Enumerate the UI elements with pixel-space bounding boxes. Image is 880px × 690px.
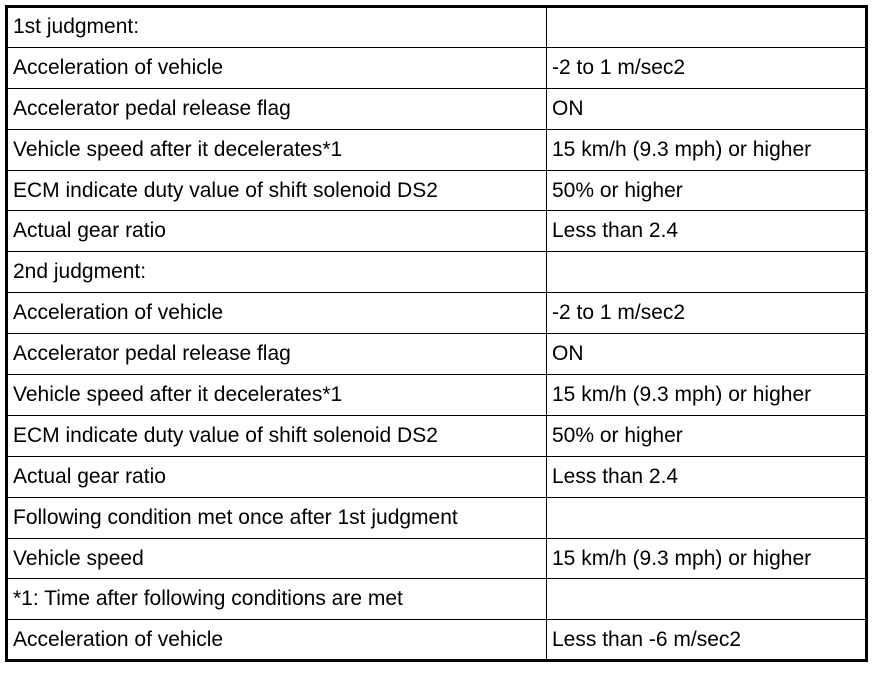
condition-cell: Acceleration of vehicle — [7, 620, 547, 661]
table-row — [7, 88, 867, 129]
table-row — [7, 579, 867, 620]
table-row — [7, 7, 867, 48]
table-row — [7, 497, 867, 538]
value-cell — [547, 252, 867, 293]
value-cell: -2 to 1 m/sec2 — [547, 293, 867, 334]
table-row — [7, 334, 867, 375]
condition-cell: Vehicle speed after it decelerates*1 — [7, 129, 547, 170]
value-cell — [547, 497, 867, 538]
condition-cell: Vehicle speed after it decelerates*1 — [7, 375, 547, 416]
conditions-table-body — [7, 7, 867, 661]
condition-cell: Actual gear ratio — [7, 211, 547, 252]
value-cell: Less than 2.4 — [547, 211, 867, 252]
condition-cell: ECM indicate duty value of shift solenoid DS2 — [7, 415, 547, 456]
condition-cell: *1: Time after following conditions are met — [7, 579, 547, 620]
table-row — [7, 170, 867, 211]
value-cell: ON — [547, 88, 867, 129]
value-cell — [547, 7, 867, 48]
table-row — [7, 538, 867, 579]
table-row — [7, 620, 867, 661]
table-row — [7, 375, 867, 416]
value-cell: -2 to 1 m/sec2 — [547, 47, 867, 88]
condition-cell: Acceleration of vehicle — [7, 47, 547, 88]
value-cell: 50% or higher — [547, 170, 867, 211]
value-cell: 50% or higher — [547, 415, 867, 456]
value-cell: 15 km/h (9.3 mph) or higher — [547, 375, 867, 416]
table-row — [7, 293, 867, 334]
condition-cell: ECM indicate duty value of shift solenoid DS2 — [7, 170, 547, 211]
condition-cell: Following condition met once after 1st judgment — [7, 497, 547, 538]
table-row — [7, 211, 867, 252]
table-row — [7, 129, 867, 170]
table-row — [7, 252, 867, 293]
condition-cell: 2nd judgment: — [7, 252, 547, 293]
value-cell: ON — [547, 334, 867, 375]
condition-cell: Accelerator pedal release flag — [7, 88, 547, 129]
table-row — [7, 456, 867, 497]
table-row — [7, 47, 867, 88]
condition-cell: Accelerator pedal release flag — [7, 334, 547, 375]
value-cell: Less than 2.4 — [547, 456, 867, 497]
value-cell — [547, 579, 867, 620]
table-row — [7, 415, 867, 456]
condition-cell: 1st judgment: — [7, 7, 547, 48]
value-cell: 15 km/h (9.3 mph) or higher — [547, 538, 867, 579]
conditions-table — [5, 5, 868, 662]
condition-cell: Actual gear ratio — [7, 456, 547, 497]
value-cell: Less than -6 m/sec2 — [547, 620, 867, 661]
condition-cell: Vehicle speed — [7, 538, 547, 579]
condition-cell: Acceleration of vehicle — [7, 293, 547, 334]
value-cell: 15 km/h (9.3 mph) or higher — [547, 129, 867, 170]
